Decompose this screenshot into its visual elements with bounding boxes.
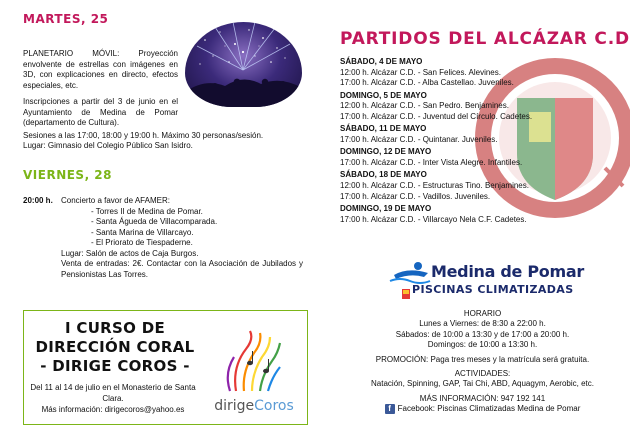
- coros-title-line: DIRECCIÓN CORAL: [35, 337, 195, 356]
- horario-line: Domingos: de 10:00 a 13:30 h.: [427, 340, 538, 350]
- planetario-inscripciones: Inscripciones a partir del 3 de junio en el Ayuntamiento de Medina de Pomar (departamento de Cultura).: [23, 97, 178, 128]
- match-day: SÁBADO, 18 DE MAYO: [340, 170, 427, 180]
- match-item: 17:00 h. Alcázar C.D. - Juventud del Círculo. Cadetes.: [340, 111, 533, 121]
- coros-email: Más información: dirigecoros@yahoo.es: [41, 405, 185, 415]
- match-day: DOMINGO, 19 DE MAYO: [340, 204, 432, 214]
- match-day: SÁBADO, 4 DE MAYO: [340, 57, 423, 66]
- coros-details: [28, 383, 198, 416]
- dirigecoros-wordmark: [206, 397, 302, 415]
- wordmark-coros: Coros: [254, 398, 294, 414]
- match-item: 12:00 h. Alcázar C.D. - Estructuras Tino. Benjamines.: [340, 181, 529, 191]
- planetarium-image: [185, 22, 302, 107]
- mas-info: MÁS INFORMACIÓN: 947 192 141: [419, 393, 546, 403]
- facebook-line: [385, 404, 581, 414]
- match-day: DOMINGO, 5 DE MAYO: [340, 90, 427, 100]
- coros-title-line: I CURSO DE: [64, 319, 166, 337]
- concierto-lugar: Lugar: Salón de actos de Caja Burgos.: [61, 248, 199, 258]
- promocion-text: PROMOCIÓN: Paga tres meses y la matrícula será gratuita.: [375, 354, 590, 364]
- facebook-icon: f: [385, 404, 395, 414]
- match-item: 17:00 h. Alcázar C.D. - Villarcayo Nela C.F. Cadetes.: [340, 214, 527, 224]
- partidos-heading: PARTIDOS DEL ALCÁZAR C.D: [340, 29, 630, 49]
- group-item: - Santa Águeda de Villacomparada.: [91, 217, 218, 227]
- match-item: 17:00 h. Alcázar C.D. - Inter Vista Alegre. Infantiles.: [340, 157, 523, 167]
- match-item: 12:00 h. Alcázar C.D. - San Pedro. Benjamines.: [340, 101, 509, 111]
- group-item: - Torres II de Medina de Pomar.: [91, 206, 203, 216]
- viernes-event: [23, 196, 303, 280]
- event-time: 20:00 h.: [23, 196, 53, 205]
- concierto-venta: Venta de entradas: 2€. Contactar con la Asociación de Jubilados y Pensionistas Las Torres.: [61, 259, 303, 279]
- horario-line: Sábados: de 10:00 a 13:30 y de 17:00 a 20:00 h.: [395, 329, 570, 339]
- horario-line: Lunes a Viernes: de 8:30 a 22:00 h.: [419, 319, 546, 329]
- match-day: SÁBADO, 11 DE MAYO: [340, 124, 427, 134]
- match-item: 17:00 h. Alcázar C.D. - Alba Castellao. Juveniles.: [340, 78, 514, 88]
- match-item: 17:00 h. Alcázar C.D. - Vadillos. Juveniles.: [340, 191, 491, 201]
- coros-dates: Del 11 al 14 de julio en el Monasterio de Santa Clara.: [30, 383, 196, 403]
- planetario-intro: PLANETARIO MÓVIL: Proyección envolvente de estrellas con imágenes en 3D, con explicaciones en directo, efectos especiales, etc.: [23, 49, 178, 90]
- martes-heading: MARTES, 25: [23, 12, 109, 26]
- group-item: - Santa Marina de Villarcayo.: [91, 227, 194, 237]
- coros-title-line: - DIRIGE COROS -: [40, 356, 190, 375]
- viernes-heading: VIERNES, 28: [23, 168, 113, 182]
- dirige-coros-box: [23, 310, 308, 425]
- concierto-label: Concierto a favor de AFAMER:: [61, 196, 170, 205]
- horario-title: HORARIO: [463, 309, 502, 318]
- partidos-list: [340, 57, 590, 225]
- match-item: 12:00 h. Alcázar C.D. - San Felices. Alevines.: [340, 67, 501, 77]
- piscinas-brand-sub: PISCINAS CLIMATIZADAS: [412, 283, 574, 296]
- actividades-list: Natación, Spinning, GAP, Tai Chi, ABD, Aquagym, Aerobic, etc.: [371, 379, 594, 389]
- planetario-lugar: Lugar: Gimnasio del Colegio Público San Isidro.: [23, 141, 193, 151]
- actividades-title: ACTIVIDADES:: [454, 368, 511, 378]
- piscinas-brand-name: Medina de Pomar: [431, 262, 584, 281]
- group-item: - El Priorato de Tiespaderne.: [91, 238, 193, 248]
- match-day: DOMINGO, 12 DE MAYO: [340, 147, 432, 157]
- wordmark-dirige: dirige: [214, 398, 255, 414]
- piscinas-info: [340, 309, 625, 415]
- planetario-description: [23, 49, 178, 91]
- facebook-text: Facebook: Piscinas Climatizadas Medina de Pomar: [397, 404, 581, 414]
- planetario-sesiones: Sesiones a las 17:00, 18:00 y 19:00 h. Máximo 30 personas/sesión.: [23, 130, 264, 140]
- coros-title: [30, 319, 200, 375]
- match-item: 17:00 h. Alcázar C.D. - Quintanar. Juveniles.: [340, 134, 498, 144]
